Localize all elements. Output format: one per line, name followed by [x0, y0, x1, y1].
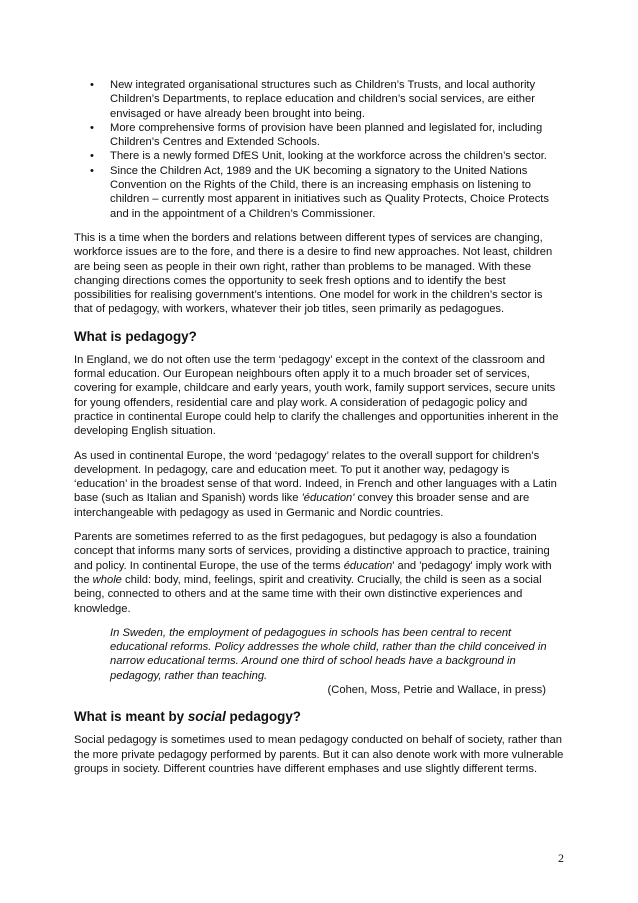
paragraph-text: convey this broader sense and are interchangeable with pedagogy as used in Germanic and Nordic countries.	[74, 492, 530, 519]
list-item-text: New integrated organisational structures such as Children’s Trusts, and local authority Children’s Departments, to replace education and children’s social services, are either envisaged or have already been brought into being.	[110, 79, 536, 120]
pedagogy-paragraph-3	[74, 530, 564, 616]
list-item-text: More comprehensive forms of provision have been planned and legislated for, including Children’s Centres and Extended Schools.	[110, 121, 543, 149]
section-heading-pedagogy: What is pedagogy?	[74, 328, 197, 344]
emphasis-text: whole	[92, 573, 122, 586]
heading-emphasis: social	[187, 709, 226, 725]
bullet-icon: •	[90, 121, 94, 134]
document-page	[74, 78, 564, 786]
bullet-icon: •	[90, 164, 94, 177]
quote-text: In Sweden, the employment of pedagogues in schools has been central to recent educational reforms. Policy addresses the whole child, rather than the child conceived in narrow educational terms. Around one third of school heads have a background in pedagogy, rather than teaching.	[110, 626, 547, 682]
quote-citation: (Cohen, Moss, Petrie and Wallace, in press)	[327, 683, 546, 696]
heading-text: What is meant by	[74, 709, 188, 725]
pedagogy-paragraph-1: In England, we do not often use the term ‘pedagogy’ except in the context of the classroom and formal education. Our European neighbours often apply it to a much broader set of services, covering for example, childcare and early years, youth work, family support services, secure units for young offenders, residential care and play work. A consideration of pedagogic policy and practice in continental Europe could help to clarify the challenges and opportunities inherent in the developing English situation.	[74, 353, 559, 438]
social-pedagogy-paragraph: Social pedagogy is sometimes used to mean pedagogy conducted on behalf of society, rather than the more private pedagogy performed by parents. But it can also denote work with more vulnerable groups in society. Different countries have different emphases and use slightly different terms.	[74, 734, 564, 775]
paragraph-text: As used in continental Europe, the word ‘pedagogy’ relates to the overall support for children’s development. In pedagogy, care and education meet. To put it another way, pedagogy is ‘education’ in the broadest sense of that word. Indeed, in French and other languages with a Latin base (such as Italian and Spanish) words like	[74, 449, 557, 505]
list-item	[90, 149, 564, 163]
page-number: 2	[558, 851, 564, 865]
bullet-icon: •	[90, 79, 94, 91]
list-item-text: Since the Children Act, 1989 and the UK becoming a signatory to the United Nations Convention on the Rights of the Child, there is an increasing emphasis on listening to children – currently most apparent in initiatives such as Quality Protects, Choice Protects and in the appointment of a Children’s Commissioner.	[110, 164, 549, 220]
emphasis-text: éducation	[343, 559, 393, 572]
heading-text: pedagogy?	[225, 709, 301, 725]
pedagogy-paragraph-2	[74, 449, 564, 520]
list-item	[90, 121, 564, 150]
list-item	[90, 78, 564, 121]
block-quote	[110, 626, 564, 697]
section-heading-social-pedagogy	[74, 709, 564, 725]
intro-paragraph: This is a time when the borders and relations between different types of services are changing, workforce issues are to the fore, and there is a desire to find new approaches. Not least, children are being seen as people in their own right, rather than problems to be managed. With these changing directions comes the opportunity to seek fresh options and to identify the best possibilities for realising government’s intentions. One model for work in the children’s sector is that of pedagogy, with workers, whatever their job titles, seen primarily as pedagogues.	[74, 231, 553, 316]
list-item	[90, 164, 564, 221]
bullet-list	[74, 78, 564, 221]
emphasis-text: 'éducation'	[301, 492, 355, 505]
bullet-icon: •	[90, 150, 94, 163]
list-item-text: There is a newly formed DfES Unit, looking at the workforce across the children’s sector.	[110, 150, 547, 163]
paragraph-text: Parents are sometimes referred to as the first pedagogues, but pedagogy is also a foundation concept that informs many sorts of services, providing a distinctive approach to practice, training and policy. In continental Europe, the use of the terms	[74, 531, 550, 572]
paragraph-text: child: body, mind, feelings, spirit and creativity. Crucially, the child is seen as a social being, connected to others and at the same time with their own distinctive experiences and knowledge.	[74, 573, 542, 615]
paragraph-text: ' and 'pedagogy' imply work with the	[74, 559, 552, 586]
